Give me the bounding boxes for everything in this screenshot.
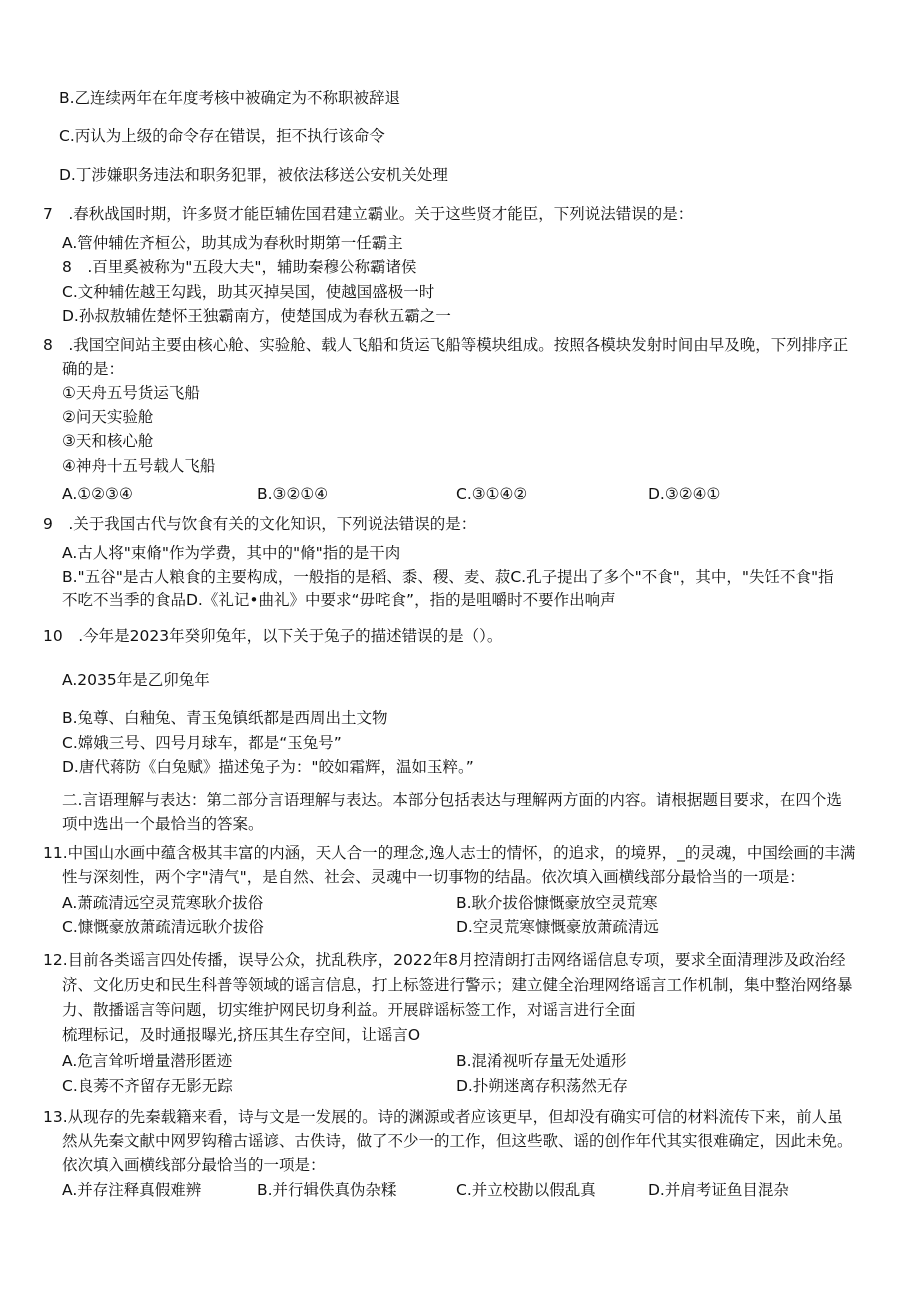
q8-item-1: ①天舟五号货运飞船 <box>62 384 200 402</box>
q8-option-c: C.③①④② <box>456 485 528 503</box>
q8-option-a: A.①②③④ <box>62 485 133 503</box>
q13-stem-line2: 然从先秦文献中网罗钩稽古谣谚、古佚诗，做了不少一的工作，但这些歌、谣的创作年代其实很难确定，因此未免。 <box>62 1132 853 1150</box>
q13-stem-line1: 13.从现存的先秦载籍来看，诗与文是一发展的。诗的渊源或者应该更早，但却没有确实可信的材料流传下来，前人虽 <box>43 1108 843 1126</box>
q9-stem: 9 .关于我国古代与饮食有关的文化知识，下列说法错误的是： <box>43 515 477 533</box>
q12-option-d: D.扑朔迷离存积荡然无存 <box>456 1077 628 1095</box>
q10-option-d: D.唐代蒋防《白兔赋》描述兔子为："皎如霜辉，温如玉粹。” <box>62 758 474 776</box>
q9-options-c-d: 不吃不当季的食品D.《礼记•曲礼》中要求“毋咤食”，指的是咀嚼时不要作出响声 <box>62 591 616 609</box>
q11-option-b: B.耿介拔俗慷慨豪放空灵荒寒 <box>456 894 658 912</box>
q12-stem-line4: 梳理标记，及时通报曝光,挤压其生存空间，让谣言O <box>62 1026 421 1044</box>
q6-option-c: C.丙认为上级的命令存在错误，拒不执行该命令 <box>59 127 385 145</box>
q13-option-b: B.并行辑佚真伪杂糅 <box>257 1181 397 1199</box>
q9-option-a: A.古人将"束脩"作为学费，其中的"脩"指的是干肉 <box>62 544 401 562</box>
q8-option-b: B.③②①④ <box>257 485 329 503</box>
q8-stem-line2: 确的是： <box>62 360 125 378</box>
q8-item-4: ④神舟十五号载人飞船 <box>62 457 216 475</box>
q10-option-c: C.嫦娥三号、四号月球车，都是“玉兔号” <box>62 734 342 752</box>
q8-stem-line1: 8 .我国空间站主要由核心舱、实验舱、载人飞船和货运飞船等模块组成。按照各模块发射时间由早及晚，下列排序正 <box>43 336 849 354</box>
q12-stem-line1: 12.目前各类谣言四处传播，误导公众，扰乱秩序，2022年8月控清朗打击网络谣信息专项，要求全面清理涉及政治经 <box>43 951 846 969</box>
q13-stem-line3: 依次填入画横线部分最恰当的一项是： <box>62 1156 326 1174</box>
q7-option-b: 8 .百里奚被称为"五段大夫"，辅助秦穆公称霸诸侯 <box>62 258 417 276</box>
q10-stem: 10 .今年是2023年癸卯兔年，以下关于兔子的描述错误的是（）。 <box>43 627 503 645</box>
q13-option-c: C.并立校勘以假乱真 <box>456 1181 596 1199</box>
q7-option-c: C.文种辅佐越王勾践，助其灭掉吴国，使越国盛极一时 <box>62 283 435 301</box>
q12-option-b: B.混淆视听存量无处遁形 <box>456 1052 627 1070</box>
q12-stem-line2: 济、文化历史和民生科普等领域的谣言信息，打上标签进行警示；建立健全治理网络谣言工作机制，集中整治网络暴 <box>62 976 853 994</box>
q9-options-b-c: B."五谷"是古人粮食的主要构成，一般指的是稻、黍、稷、麦、菽C.孔子提出了多个"不食"，其中，"失饪不食"指 <box>62 568 834 586</box>
q8-option-d: D.③②④① <box>648 485 721 503</box>
section2-intro-line1: 二.言语理解与表达：第二部分言语理解与表达。本部分包括表达与理解两方面的内容。请根据题目要求，在四个选 <box>62 791 842 809</box>
q13-option-d: D.并肩考证鱼目混杂 <box>648 1181 789 1199</box>
q12-option-a: A.危言耸听增量潜形匿迹 <box>62 1052 233 1070</box>
q11-stem-line2: 性与深刻性，两个字"清气"，是自然、社会、灵魂中一切事物的结晶。依次填入画横线部分最恰当的一项是： <box>62 868 805 886</box>
q12-option-c: C.良莠不齐留存无影无踪 <box>62 1077 233 1095</box>
q6-option-d: D.丁涉嫌职务违法和职务犯罪，被依法移送公安机关处理 <box>59 166 448 184</box>
q12-stem-line3: 力、散播谣言等问题，切实维护网民切身利益。开展辟谣标签工作，对谣言进行全面 <box>62 1001 636 1019</box>
q13-option-a: A.并存注释真假难辨 <box>62 1181 202 1199</box>
q7-option-a: A.管仲辅佐齐桓公，助其成为春秋时期第一任霸主 <box>62 234 403 252</box>
q10-option-a: A.2035年是乙卯兔年 <box>62 671 210 689</box>
q8-item-2: ②问天实验舱 <box>62 408 154 426</box>
q11-option-c: C.慷慨豪放萧疏清远耿介拔俗 <box>62 918 264 936</box>
section2-intro-line2: 项中选出一个最恰当的答案。 <box>62 815 264 833</box>
q7-option-d: D.孙叔敖辅佐楚怀王独霸南方，使楚国成为春秋五霸之一 <box>62 307 451 325</box>
q6-option-b: B.乙连续两年在年度考核中被确定为不称职被辞退 <box>59 89 401 107</box>
q11-option-d: D.空灵荒寒慷慨豪放萧疏清远 <box>456 918 659 936</box>
q11-option-a: A.萧疏清远空灵荒寒耿介拔俗 <box>62 894 264 912</box>
q7-stem: 7 .春秋战国时期，许多贤才能臣辅佐国君建立霸业。关于这些贤才能臣，下列说法错误的是： <box>43 205 694 223</box>
q8-item-3: ③天和核心舱 <box>62 432 154 450</box>
q11-stem-line1: 11.中国山水画中蕴含极其丰富的内涵，天人合一的理念,逸人志士的情怀，的追求，的境界，_的灵魂，中国绘画的丰满 <box>43 844 856 862</box>
q10-option-b: B.兔尊、白釉兔、青玉兔镇纸都是西周出土文物 <box>62 709 388 727</box>
